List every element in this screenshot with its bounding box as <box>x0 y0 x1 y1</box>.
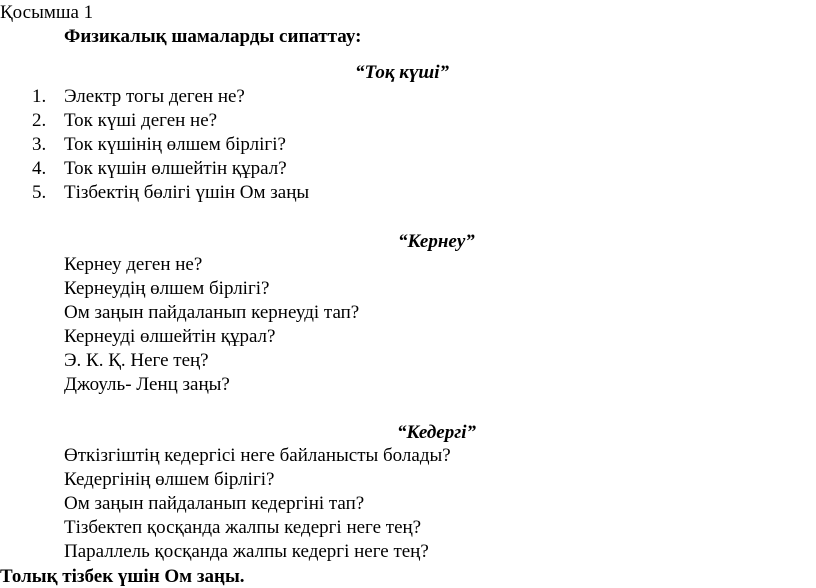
list-item: Ом заңын пайдаланып кернеуді тап? <box>64 302 360 323</box>
page-title: Физикалық шамаларды сипаттау: <box>64 26 362 47</box>
question-text: Тізбектің бөлігі үшін Ом заңы <box>64 182 310 203</box>
list-number: 5. <box>32 182 47 203</box>
list-item: Тізбектеп қосқанда жалпы кедергі неге тең? <box>64 517 422 538</box>
list-item <box>24 159 309 183</box>
list-item: Кернеуді өлшейтін құрал? <box>64 326 276 347</box>
list-item: Параллель қосқанда жалпы кедергі неге тең? <box>64 541 429 562</box>
list-item: Кернеудің өлшем бірлігі? <box>64 278 270 299</box>
section-title-tok: “Тоқ күші” <box>355 62 450 83</box>
list-item <box>24 135 309 159</box>
list-item: Өткізгіштің кедергісі неге байланысты болады? <box>64 445 451 466</box>
list-item: Э. К. Қ. Неге тең? <box>64 350 209 371</box>
kedergi-question-list <box>64 446 451 566</box>
list-item: Кернеу деген не? <box>64 254 203 275</box>
footer-text: Толық тізбек үшін Ом заңы. <box>0 566 245 587</box>
question-text: Электр тогы деген не? <box>64 86 245 107</box>
list-item: Джоуль- Ленц заңы? <box>64 374 230 395</box>
kerneu-question-list <box>64 255 359 399</box>
list-number: 2. <box>32 110 47 131</box>
list-item: Кедергінің өлшем бірлігі? <box>64 469 275 490</box>
appendix-label: Қосымша 1 <box>0 2 94 23</box>
question-text: Ток күші деген не? <box>64 110 218 131</box>
list-item <box>24 183 309 207</box>
section-title-kedergi: “Кедергі” <box>397 422 477 443</box>
list-number: 4. <box>32 158 47 179</box>
list-item: Ом заңын пайдаланып кедергіні тап? <box>64 493 365 514</box>
list-number: 3. <box>32 134 47 155</box>
question-text: Ток күшінің өлшем бірлігі? <box>64 134 286 155</box>
question-text: Ток күшін өлшейтін құрал? <box>64 158 287 179</box>
list-number: 1. <box>32 86 47 107</box>
section-title-kerneu: “Кернеу” <box>398 231 475 252</box>
tok-question-list <box>24 87 309 207</box>
list-item <box>24 111 309 135</box>
list-item <box>24 87 309 111</box>
